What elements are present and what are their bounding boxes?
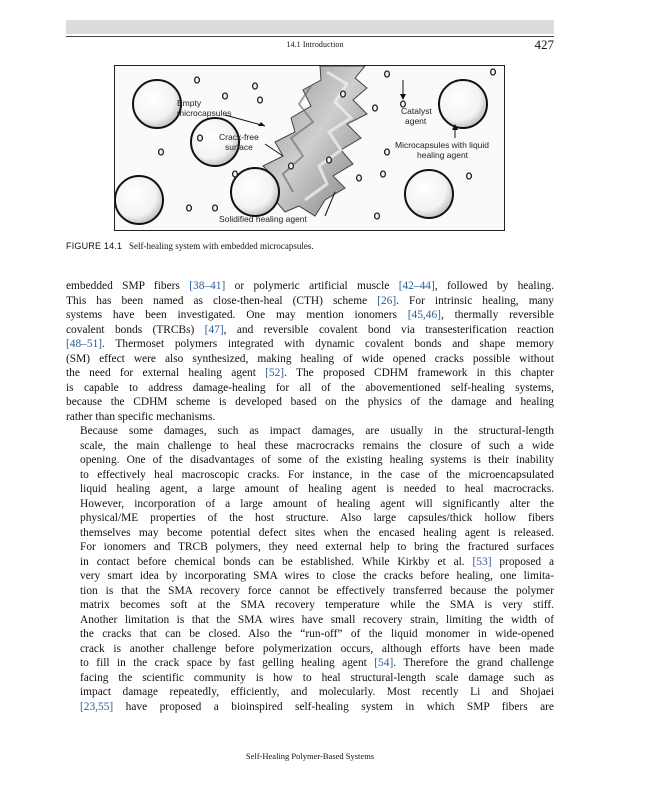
text-line: facing the scientific community is how to heal structural-length scale damage such as (80, 671, 554, 684)
text-line: very smart idea by incorporating SMA wires to close the cracks before healing, one limita- (80, 570, 554, 582)
text-line: the need for external healing agent [52]. The proposed CDHM framework in this chapter (66, 367, 554, 379)
citation-link[interactable]: [53] (472, 555, 492, 568)
text-line: physical/ME properties of the host structure. Also large capsules/thick hollow fibers (80, 512, 554, 524)
citation-link[interactable]: [48–51] (66, 338, 103, 350)
text-line: in contact before chemical bonds can be established. While Kirkby et al. [53] proposed a (80, 555, 555, 568)
capsule-bottom-left (115, 176, 163, 224)
text-line: crack is another challenge before polymerization occurs, although efforts have been made (80, 642, 554, 655)
label-crack-free-2: surface (225, 142, 253, 152)
text-line: the cracks that can be closed. Also the “run-off” of the liquid monomer in wide-opened (80, 628, 554, 640)
text-line: matrix becomes soft at the SMA recovery temperature while the SMA is very stiff. (80, 599, 554, 611)
text-line: covalent bonds (TRCBs) [47], and reversible covalent bond via transesterification reaction (66, 323, 554, 336)
citation-link[interactable]: [42–44] (398, 280, 435, 292)
label-solidified-healing-agent: Solidified healing agent (219, 214, 307, 224)
label-microcapsules-liquid-1: Microcapsules with liquid (395, 140, 490, 150)
text-line: (SM) effect were also synthesized, making healing of wide opened cracks possible without (66, 352, 554, 365)
text-line: [23,55] have proposed a bioinspired self-healing system in which SMP fibers are (80, 700, 554, 713)
figure-self-healing-illustration (114, 65, 505, 231)
capsule-top-right (439, 80, 487, 128)
header-rule (66, 36, 554, 37)
label-catalyst-1: Catalyst (401, 106, 432, 116)
capsule-top-left (133, 80, 181, 128)
text-line: tion is that the SMA recovery force cannot be effectively transferred because the polymer (80, 584, 554, 597)
text-line: [48–51]. Thermoset polymers integrated with dynamic covalent bonds and shape memory (66, 338, 554, 350)
label-empty-microcapsules-1: Empty (177, 98, 202, 108)
citation-link[interactable]: [52] (265, 367, 285, 379)
figure-caption (66, 241, 314, 251)
text-line: themselves may become potential defect sites when the encased healing agent is released. (80, 526, 554, 539)
text-line: is capable to address damage-healing for all of the abovementioned self-healing systems, (66, 381, 554, 394)
text-line: This has been named as close-then-heal (CTH) scheme [26]. For intrinsic healing, many (66, 294, 555, 307)
text-line: impact damage repeatedly, efficiently, and molecularly. Most recently Li and Shojaei (80, 686, 554, 698)
figure-caption-label: FIGURE 14.1 (66, 241, 123, 251)
text-line: scale, the main challenge to heal these macrocracks remains the closure of such a wide (80, 439, 554, 452)
label-empty-microcapsules-2: microcapsules (177, 108, 232, 118)
page-number: 427 (534, 37, 554, 52)
text-line: opening. One of the disadvantages of some of the existing healing systems is their inability (80, 454, 554, 466)
body-text (66, 279, 554, 714)
text-line: However, incorporation of a large amount of healing agent will significantly alter the (80, 497, 554, 510)
citation-link[interactable]: [26] (377, 294, 397, 307)
citation-link[interactable]: [54] (374, 657, 394, 669)
header-shading-bar (66, 20, 554, 34)
text-line: to effectively heal macroscopic cracks. For instance, in the case of the microencapsulated (80, 468, 554, 481)
text-line: embedded SMP fibers [38–41] or polymeric artificial muscle [42–44], followed by healing. (66, 280, 554, 292)
figure-drawing (115, 66, 504, 230)
text-line: Another limitation is that the SMA wires have small recovery strain, limiting the width of (80, 613, 554, 626)
citation-link[interactable]: [45,46] (407, 309, 441, 321)
capsule-bottom-right (405, 170, 453, 218)
text-line: rather than specific mechanisms. (66, 410, 216, 423)
running-head: 14.1 Introduction (286, 40, 344, 49)
label-microcapsules-liquid-2: healing agent (417, 150, 469, 160)
text-line: because the CDHM scheme is developed based on the physics of the damage and healing (66, 396, 554, 408)
text-line: systems have been investigated. One may mention ionomers [45,46], thermally reversible (66, 309, 554, 321)
citation-link[interactable]: [23,55] (80, 700, 114, 713)
text-line: to fill in the crack space by fast gelling healing agent [54]. Therefore the grand challenge (80, 657, 554, 669)
label-catalyst-2: agent (405, 116, 427, 126)
text-line: liquid healing agent, a large amount of healing agent is needed to heal macrocracks. (80, 483, 554, 495)
footer-book-title: Self-Healing Polymer-Based Systems (245, 751, 375, 761)
capsule-bottom-center (231, 168, 279, 216)
label-crack-free-1: Crack-free (219, 132, 259, 142)
citation-link[interactable]: [38–41] (189, 280, 226, 292)
text-line: For ionomers and TRCB polymers, they need external help to bring the fractured surfaces (80, 541, 554, 553)
citation-link[interactable]: [47] (204, 323, 224, 336)
text-line: Because some damages, such as impact damages, are usually in the structural-length (80, 425, 554, 437)
figure-caption-text: Self-healing system with embedded microcapsules. (128, 241, 314, 251)
paragraph-2 (66, 424, 554, 714)
paragraph-1 (66, 279, 554, 424)
